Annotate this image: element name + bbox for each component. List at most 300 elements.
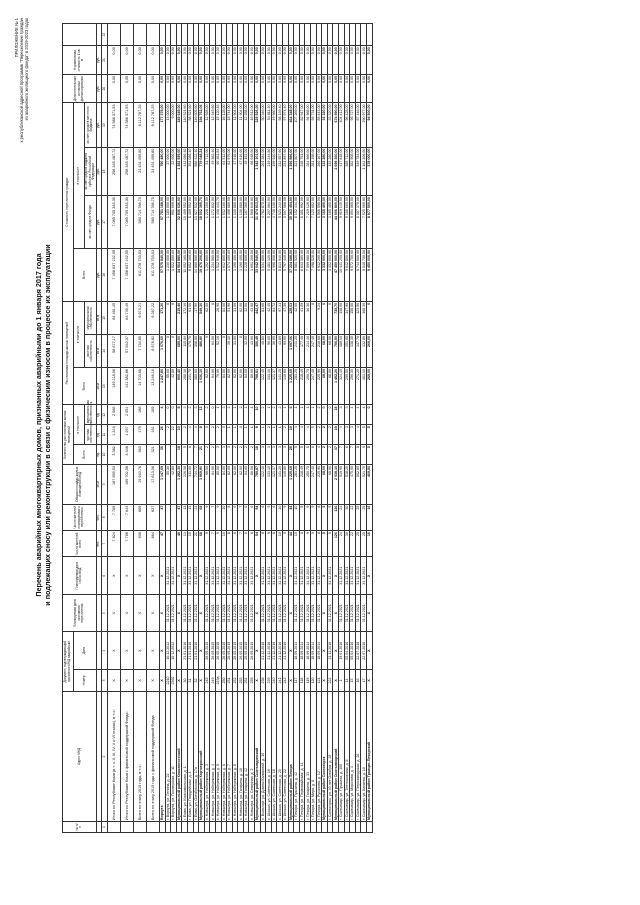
value-cell: 1 022 000,00 [171, 248, 177, 301]
column-number: 11 [102, 425, 108, 445]
value-cell: 18.09.2014 [299, 632, 305, 669]
value-cell: 3 [227, 445, 233, 465]
value-cell: 1 190 400,00 [238, 248, 244, 301]
value-cell: 94 500,00 [366, 103, 372, 147]
value-cell: 1 [249, 425, 255, 445]
value-cell: 442,47 [255, 301, 261, 334]
value-cell: 3 [338, 405, 344, 425]
total-row [120, 24, 133, 833]
value-cell: 31.12.2021 [221, 594, 227, 631]
value-cell: 2 066 [107, 405, 120, 425]
address-cell: г. Печора, ул. Русанова, д. 12 [316, 691, 322, 821]
column-number: 19 [102, 103, 108, 147]
value-cell: 120 [311, 669, 317, 691]
value-cell: 16 128,00 [221, 103, 227, 147]
value-cell: 1 [266, 405, 272, 425]
value-cell: 8 [199, 425, 205, 445]
appendix-line: ПРИЛОЖЕНИЕ № 1 [14, 18, 19, 58]
value-cell: 33 320,00 [322, 103, 328, 147]
value-cell: 18 [333, 405, 339, 425]
address-cell: Итого по Республике Коми (в т. ч. II, III, IV, V и VI этапах), в т.ч.: [107, 691, 120, 821]
value-cell: 51,90 [227, 301, 233, 334]
value-cell: 0,00 [344, 46, 350, 75]
value-cell: X [176, 594, 182, 631]
value-cell: 117 [294, 669, 300, 691]
value-cell: 0,00 [366, 74, 372, 103]
appendix-note [14, 18, 30, 208]
value-cell: 37 224 688,00 [288, 248, 294, 301]
value-cell: 8 [316, 504, 322, 530]
value-cell: 74 586 371,93 [120, 103, 133, 147]
value-cell: 31.12.2021 [350, 594, 356, 631]
value-cell: 0,00 [165, 46, 171, 75]
value-cell: 0 [204, 334, 210, 367]
value-cell: 24 [338, 531, 344, 557]
value-cell: 6 912 200,00 [316, 248, 322, 301]
value-cell: 31.12.2021 [204, 557, 210, 594]
value-cell: 9 [283, 504, 289, 530]
value-cell: 869 [133, 504, 146, 530]
value-cell: 9 450 000,00 [366, 248, 372, 301]
value-cell: 1 228 160,00 [204, 196, 210, 249]
value-cell: 1 036,10 [199, 368, 205, 405]
value-cell: 756,50 [333, 334, 339, 367]
value-cell: 1 297 [120, 425, 133, 445]
value-cell: 0,00 [249, 74, 255, 103]
value-cell: 10.12.2012 [171, 632, 177, 669]
value-cell: 14 [344, 669, 350, 691]
appendix-line: из аварийного жилищного фонда" в 2019-2023 годах [24, 18, 30, 121]
value-cell: 1 282,30 [176, 464, 182, 504]
value-cell: 93 731,00 [311, 103, 317, 147]
value-cell: 0,00 [238, 74, 244, 103]
value-cell: 9 [361, 445, 367, 465]
value-cell: 5 797 440,00 [283, 248, 289, 301]
value-cell: 16 [366, 504, 372, 530]
value-cell: 32,00 [243, 301, 249, 334]
value-cell: 1 225,69 [288, 368, 294, 405]
table-container [62, 23, 628, 833]
value-cell: 17 [361, 669, 367, 691]
value-cell: 0,00 [227, 46, 233, 75]
value-cell: 21.12.2016 [271, 632, 277, 669]
value-cell: 2 [204, 405, 210, 425]
value-cell: 6 [243, 504, 249, 530]
value-cell: 94 988,00 [305, 103, 311, 147]
column-number: 3 [102, 669, 108, 691]
column-number: 10 [102, 445, 108, 465]
address-cell: Итого по Республике Коми с финансовой поддержкой Фонда: [120, 691, 133, 821]
value-cell: 2 [232, 445, 238, 465]
value-cell: 126 [333, 504, 339, 530]
column-number: 21 [102, 46, 108, 75]
value-cell: 57 781 188,00 [159, 196, 165, 249]
resettlement-table [62, 23, 373, 833]
value-cell: 4 998 000,00 [271, 248, 277, 301]
value-cell: 138,00 [338, 301, 344, 334]
value-cell: 64,00 [210, 334, 216, 367]
value-cell: 5 [366, 445, 372, 465]
value-cell: 1 [232, 425, 238, 445]
value-cell: 32 [193, 669, 199, 691]
value-cell: 26.05.2015 [249, 632, 255, 669]
value-cell: 3 165 400,00 [327, 196, 333, 249]
value-cell: 900,40 [176, 368, 182, 405]
value-cell: 0 [165, 301, 171, 334]
value-cell: 10 [221, 504, 227, 530]
value-cell: 549,30 [199, 301, 205, 334]
value-cell: 31.12.2021 [187, 594, 193, 631]
value-cell: 42,80 [171, 368, 177, 405]
value-cell: 81,60 [260, 301, 266, 334]
address-cell: г. Воркута, ул. Ленина, д. 22 [165, 691, 171, 821]
value-cell: 0,00 [333, 74, 339, 103]
value-cell: 13 [182, 531, 188, 557]
value-cell: 4 782 870,00 [260, 196, 266, 249]
column-number: 8 [102, 504, 108, 530]
value-cell: 7 644 [120, 504, 133, 530]
value-cell: X [255, 669, 261, 691]
value-cell: X [333, 632, 339, 669]
value-cell: 0,00 [176, 46, 182, 75]
value-cell: 161 [146, 425, 159, 445]
value-cell: 0,00 [187, 74, 193, 103]
value-cell: 31.12.2021 [271, 557, 277, 594]
unit-cell: руб. [96, 74, 102, 103]
value-cell: 25 [355, 531, 361, 557]
value-cell: 47 [159, 531, 165, 557]
value-cell: 43,89 [277, 334, 283, 367]
value-cell: 283,20 [294, 368, 300, 405]
value-cell: 31.12.2021 [249, 594, 255, 631]
value-cell: 0,00 [146, 74, 159, 103]
address-cell: с. Шошка, ул. Советская, д. 22 [283, 691, 289, 821]
value-cell: 4 [299, 425, 305, 445]
value-cell: 301,10 [361, 368, 367, 405]
value-cell: 5 507 568,00 [283, 196, 289, 249]
value-cell: 0,00 [271, 74, 277, 103]
value-cell: 260 167,00 [316, 147, 322, 195]
value-cell: 0 [221, 425, 227, 445]
value-cell: X [146, 594, 159, 631]
value-cell: 3 [182, 405, 188, 425]
column-number: 22 [102, 24, 108, 46]
value-cell: X [176, 632, 182, 669]
value-cell: 2 [165, 425, 171, 445]
column-number: 2 [102, 691, 108, 821]
value-cell: 2 [227, 405, 233, 425]
value-cell: 5 [322, 531, 328, 557]
value-cell: X [288, 557, 294, 594]
value-cell: X [322, 632, 328, 669]
value-cell: 33 042 540,00 [255, 248, 261, 301]
value-cell: 132,80 [361, 334, 367, 367]
value-cell: 475,50 [350, 464, 356, 504]
value-cell: 133,10 [266, 368, 272, 405]
value-cell: 141,20 [277, 464, 283, 504]
value-cell: 82 917,00 [299, 103, 305, 147]
value-cell: 19 [333, 425, 339, 445]
value-cell: 3 [221, 445, 227, 465]
value-cell: 1 230 000,00 [165, 248, 171, 301]
value-cell: 64,00 [210, 464, 216, 504]
value-cell: 22.07.2016 [361, 632, 367, 669]
value-cell: 2 [249, 445, 255, 465]
value-cell: 380,60 [193, 368, 199, 405]
value-cell: 26 [159, 425, 165, 445]
value-cell: 32,00 [243, 334, 249, 367]
value-cell: -17,90 [193, 301, 199, 334]
value-cell: 0,00 [232, 74, 238, 103]
value-cell: 469,50 [366, 464, 372, 504]
value-cell: 31.12.2021 [305, 594, 311, 631]
value-cell: 0,00 [221, 46, 227, 75]
value-cell: 194 762,06 [199, 103, 205, 147]
value-cell: 0,00 [176, 74, 182, 103]
value-cell: 13 927 532,00 [193, 196, 199, 249]
value-cell: 4 [355, 405, 361, 425]
value-cell: 201 384,00 [260, 147, 266, 195]
value-cell: 26.05.2015 [215, 632, 221, 669]
row-number-cell [366, 821, 372, 832]
value-cell: 1 167 360,00 [243, 196, 249, 249]
spare-cell [133, 24, 146, 46]
value-cell: 247,40 [311, 334, 317, 367]
value-cell: 2 [238, 445, 244, 465]
value-cell: 62,00 [238, 464, 244, 504]
address-cell: с. Шошка, ул. Советская, д. 16 [266, 691, 272, 821]
value-cell: 247,40 [311, 368, 317, 405]
header-rooms-municipal: муниципальная собственность [85, 405, 97, 425]
value-cell: 0 [366, 405, 372, 425]
value-cell: 744,72 [193, 464, 199, 504]
column-number: 4 [102, 632, 108, 669]
unit-cell: руб. [96, 248, 102, 301]
value-cell: 54 [255, 504, 261, 530]
value-cell: 146 605,60 [193, 103, 199, 147]
value-cell: 6 [344, 445, 350, 465]
address-cell: г. Печора, ул. Первомайская, д. 14 [299, 691, 305, 821]
value-cell: 0,00 [288, 74, 294, 103]
column-number: 13 [102, 368, 108, 405]
value-cell: 31.12.2021 [299, 594, 305, 631]
address-cell: г. Сыктывкар, ул. Пушкина, д. 100 [338, 691, 344, 821]
value-cell: 31.12.2021 [311, 557, 317, 594]
address-cell: г. Емва, ул. Октябрьская, д. 17а [193, 691, 199, 821]
value-cell: 254 [243, 669, 249, 691]
value-cell: 4 [316, 445, 322, 465]
value-cell: 3 332 000,00 [322, 248, 328, 301]
value-cell: 96 428,00 [344, 103, 350, 147]
value-cell: X [366, 632, 372, 669]
value-cell: 0,00 [165, 74, 171, 103]
value-cell: 31.12.2021 [266, 557, 272, 594]
address-cell: с. Нившера, ул. Северная, д. 2 [249, 691, 255, 821]
value-cell: 281 195,00 [311, 147, 317, 195]
value-cell: 31.12.2021 [187, 557, 193, 594]
address-cell: с. Нившера, ул. Набережная, д. 8 [232, 691, 238, 821]
value-cell: 8 [227, 531, 233, 557]
value-cell: 84,00 [221, 301, 227, 334]
value-cell: 5 207 064,00 [266, 196, 272, 249]
value-cell: 3 [266, 445, 272, 465]
value-cell: 2 698 360,00 [333, 147, 339, 195]
value-cell: 42,45 [266, 301, 272, 334]
value-cell: 177 378,00 [159, 103, 165, 147]
value-cell: 9 [283, 531, 289, 557]
value-cell: 6 301 692,00 [299, 196, 305, 249]
value-cell: 66,00 [204, 464, 210, 504]
value-cell: 3 [283, 445, 289, 465]
value-cell: 31.12.2021 [165, 557, 171, 594]
value-cell: 354 086,40 [187, 147, 193, 195]
value-cell: 31 [187, 669, 193, 691]
address-cell: с. Нившера, ул. Набережная, д. 6 [221, 691, 227, 821]
row-number-cell [133, 821, 146, 832]
header-address: Адрес МКД [63, 691, 97, 821]
value-cell: 30,10 [227, 334, 233, 367]
value-cell: 122,40 [260, 464, 266, 504]
value-cell: 68,00 [322, 334, 328, 367]
header-residents: Число жителей всего [63, 531, 97, 557]
value-cell: 349 784,00 [355, 147, 361, 195]
spare-cell [107, 24, 120, 46]
value-cell: 21.01.2016 [187, 632, 193, 669]
address-cell: г. Печора, ул. Мира, д. 8 [311, 691, 317, 821]
value-cell: 24 451 499,80 [133, 147, 146, 195]
value-cell: 8 [260, 531, 266, 557]
value-cell: X [333, 594, 339, 631]
value-cell: 0,00 [294, 74, 300, 103]
value-cell: 10 [294, 531, 300, 557]
value-cell: 5 [305, 445, 311, 465]
value-cell: 121 [316, 669, 322, 691]
value-cell: 186,10 [338, 334, 344, 367]
value-cell: 269,00 [366, 368, 372, 405]
value-cell: 0,00 [255, 74, 261, 103]
column-number: 7 [102, 531, 108, 557]
value-cell: 0,00 [120, 74, 133, 103]
value-cell: 0,00 [283, 46, 289, 75]
value-cell: 4 748 100,00 [271, 196, 277, 249]
value-cell: 133 280,00 [327, 147, 333, 195]
value-cell: 26.05.2015 [221, 632, 227, 669]
value-cell: 2 [260, 405, 266, 425]
value-cell: 26,90 [215, 301, 221, 334]
value-cell: 1 492,20 [333, 368, 339, 405]
unit-cell: кв.м [96, 334, 102, 367]
header-area-in-that: в том числе [74, 301, 85, 367]
value-cell: 0,00 [327, 46, 333, 75]
value-cell: 1 [249, 405, 255, 425]
value-cell: 0 [327, 301, 333, 334]
column-number: 17 [102, 196, 108, 249]
value-cell: 31.12.2021 [182, 557, 188, 594]
value-cell: 1 436 443,70 [215, 196, 221, 249]
value-cell: 218,49 [299, 368, 305, 405]
value-cell: 1 316 [107, 425, 120, 445]
row-number-cell [120, 821, 133, 832]
value-cell: X [120, 669, 133, 691]
value-cell: 0,00 [322, 46, 328, 75]
value-cell: 24 [338, 504, 344, 530]
value-cell: 226,58 [182, 464, 188, 504]
value-cell: 6 [187, 445, 193, 465]
value-cell: 36,65 [271, 334, 277, 367]
value-cell: 8 852 160,00 [187, 248, 193, 301]
value-cell: 0 [171, 405, 177, 425]
value-cell: 15 744,00 [227, 103, 233, 147]
value-cell: 3 [344, 405, 350, 425]
value-cell: 22 [350, 504, 356, 530]
value-cell: 8 [355, 445, 361, 465]
value-cell: 68 [199, 504, 205, 530]
value-cell: 1 228 800,00 [243, 248, 249, 301]
value-cell: 31.12.2021 [344, 594, 350, 631]
value-cell: 8 [316, 531, 322, 557]
value-cell: 32 836 636,00 [176, 196, 182, 249]
value-cell: 215,40 [176, 301, 182, 334]
column-number: 6 [102, 557, 108, 594]
value-cell: 171,20 [159, 301, 165, 334]
value-cell: X [333, 669, 339, 691]
value-cell: 11 052 160,00 [182, 248, 188, 301]
header-rooms-private: частная собственность [85, 425, 97, 445]
value-cell: 2 [316, 405, 322, 425]
unit-cell: ед. [96, 425, 102, 445]
value-cell: 3 [260, 445, 266, 465]
value-cell: 0,00 [283, 74, 289, 103]
value-cell: 9 [204, 531, 210, 557]
value-cell: 21.12.2016 [277, 632, 283, 669]
value-cell: 0 [322, 405, 328, 425]
value-cell: 9 048 700,00 [361, 248, 367, 301]
value-cell: 9 [204, 504, 210, 530]
value-cell: 31.12.2021 [299, 557, 305, 594]
value-cell: 31.12.2021 [271, 594, 277, 631]
header-plan-demolish: Планируемая дата сноса МКД [63, 557, 97, 594]
value-cell: 0,00 [159, 74, 165, 103]
value-cell: 5 [366, 425, 372, 445]
address-cell: Муниципальный район Сыктывдинский [255, 691, 261, 821]
value-cell: 780 480,00 [159, 147, 165, 195]
value-cell: 26.05.2015 [238, 632, 244, 669]
value-cell: 9 [215, 504, 221, 530]
value-cell: 0,00 [271, 46, 277, 75]
value-cell: 15 120,46 [215, 103, 221, 147]
value-cell: 1 234 560,00 [210, 248, 216, 301]
value-cell: 31.12.2021 [238, 557, 244, 594]
value-cell: 242 [283, 669, 289, 691]
value-cell: 0,00 [333, 46, 339, 75]
value-cell: 1 076,60 [159, 334, 165, 367]
value-cell: 21.11.2016 [327, 632, 333, 669]
value-cell: 7 824 [107, 531, 120, 557]
header-doc-date: Дата [74, 632, 97, 669]
value-cell: 31.12.2021 [243, 594, 249, 631]
value-cell: 88 521,60 [187, 103, 193, 147]
value-cell: 21.12.2016 [283, 632, 289, 669]
value-cell: 0,00 [120, 46, 133, 75]
value-cell: X [288, 594, 294, 631]
value-cell: X [322, 594, 328, 631]
value-cell: 1 [277, 425, 283, 445]
value-cell: 165 702,58 [120, 464, 133, 504]
value-cell: 31.12.2021 [344, 557, 350, 594]
value-cell: 7 525 565,00 [361, 196, 367, 249]
value-cell: 0,00 [187, 46, 193, 75]
value-cell: 7 768 [120, 531, 133, 557]
